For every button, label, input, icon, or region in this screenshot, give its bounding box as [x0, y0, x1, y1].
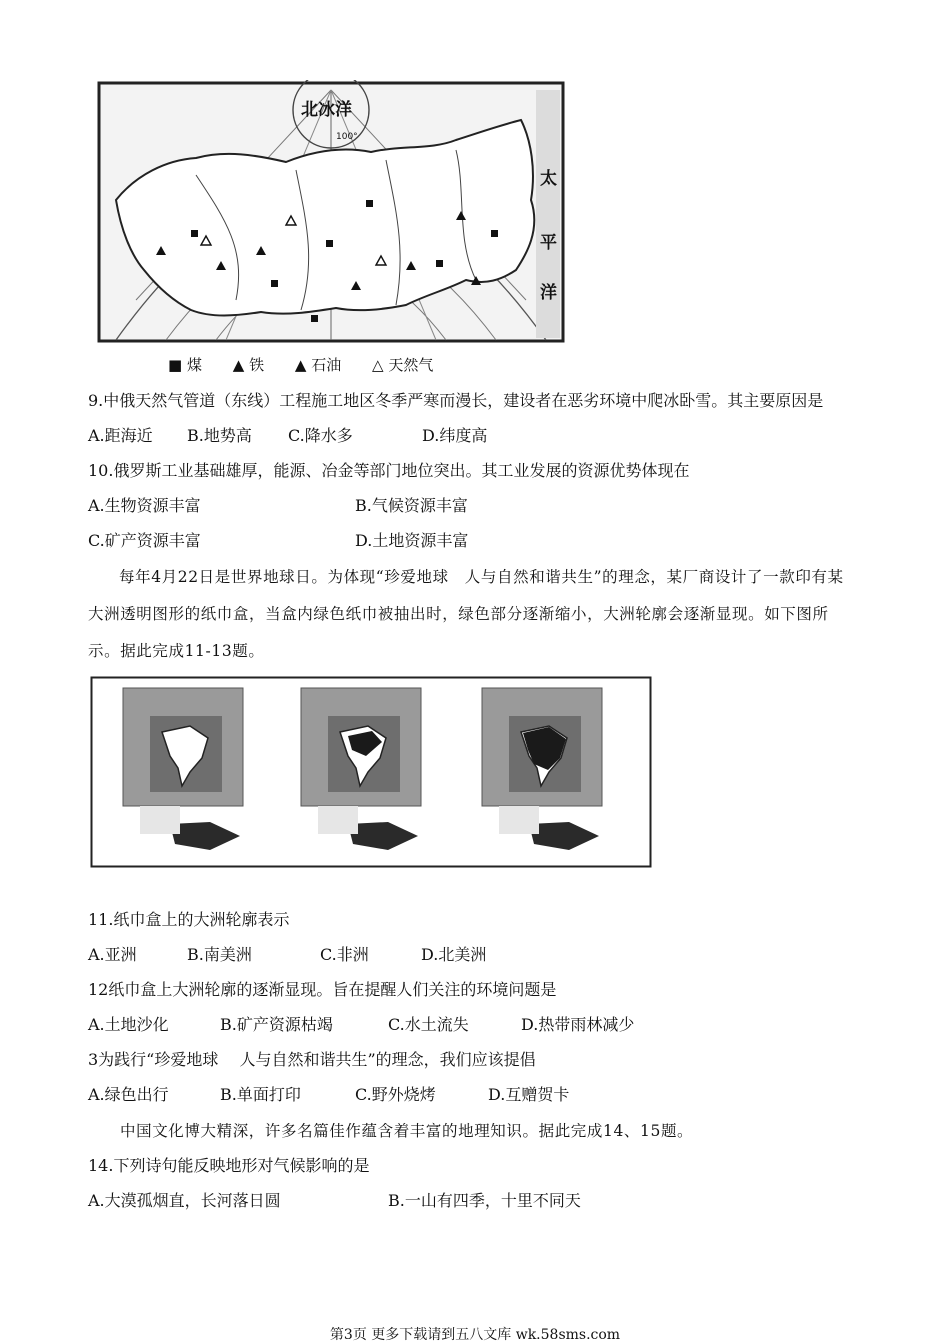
map-legend	[168, 354, 433, 375]
q12-stem: 12纸巾盒上大洲轮廓的逐渐显现。旨在提醒人们关注的环境问题是	[88, 980, 557, 999]
q10-option-b: B.气候资源丰富	[355, 496, 468, 515]
q10-option-a: A.生物资源丰富	[88, 496, 201, 515]
pacific-label-1: 太	[540, 169, 557, 189]
legend-coal: ■ 煤	[168, 356, 202, 374]
q11-option-a: A.亚洲	[88, 945, 137, 964]
q14-option-b: B.一山有四季，十里不同天	[388, 1191, 581, 1210]
q14-stem: 14.下列诗句能反映地形对气候影响的是	[88, 1156, 370, 1175]
q13-option-d: D.互赠贺卡	[488, 1085, 570, 1104]
q10-stem: 10.俄罗斯工业基础雄厚，能源、冶金等部门地位突出。其工业发展的资源优势体现在	[88, 461, 690, 480]
q11-option-c: C.非洲	[320, 945, 369, 964]
q9-option-d: D.纬度高	[422, 426, 488, 445]
q9-option-a: A.距海近	[88, 426, 153, 445]
q12-option-d: D.热带雨林减少	[521, 1015, 635, 1034]
q11-option-b: B.南美洲	[187, 945, 252, 964]
q11-option-d: D.北美洲	[421, 945, 487, 964]
pacific-label-3: 洋	[540, 283, 557, 303]
q10-option-d: D.土地资源丰富	[355, 531, 469, 550]
q13-option-c: C.野外烧烤	[355, 1085, 436, 1104]
q12-option-a: A.土地沙化	[88, 1015, 169, 1034]
gas-icon: △	[372, 356, 384, 374]
q13-option-a: A.绿色出行	[88, 1085, 169, 1104]
q13-stem: 3为践行“珍爱地球 人与自然和谐共生”的理念，我们应该提倡	[88, 1050, 536, 1069]
legend-iron: ▲ 铁	[232, 356, 265, 374]
q9-option-c: C.降水多	[288, 426, 353, 445]
passage-earth-day: 每年4月22日是世界地球日。为体现“珍爱地球 人与自然和谐共生”的理念，某厂商设计了一款印有某大洲透明图形的纸巾盒，当盒内绿色纸巾被抽出时，绿色部分逐渐缩小，大洲轮廓会逐渐显现。如下图所示。据此完成11-13题。	[88, 568, 844, 660]
page-footer: 第3页 更多下载请到五八文库 wk.58sms.com	[329, 1327, 621, 1343]
passage-poetry: 中国文化博大精深，许多名篇佳作蕴含着丰富的地理知识。据此完成14、15题。	[120, 1122, 694, 1140]
pacific-label-2: 平	[540, 233, 557, 253]
q13-option-b: B.单面打印	[220, 1085, 301, 1104]
legend-oil: ▲ 石油	[294, 356, 342, 374]
legend-gas: △ 天然气	[372, 356, 434, 374]
q14-option-a: A.大漠孤烟直，长河落日圆	[88, 1191, 281, 1210]
q9-stem: 9.中俄天然气管道（东线）工程施工地区冬季严寒而漫长，建设者在恶劣环境中爬冰卧雪。其主要原因是	[88, 391, 824, 410]
q12-option-b: B.矿产资源枯竭	[220, 1015, 333, 1034]
q10-option-c: C.矿产资源丰富	[88, 531, 201, 550]
tissue-box-figure	[90, 676, 652, 868]
q11-stem: 11.纸巾盒上的大洲轮廓表示	[88, 910, 290, 929]
meridian-label: 100°	[336, 132, 358, 142]
coal-icon: ■	[168, 356, 183, 374]
iron-icon: ▲	[232, 356, 245, 374]
oil-icon: ▲	[294, 356, 307, 374]
q12-option-c: C.水土流失	[388, 1015, 469, 1034]
arctic-ocean-label: 北冰洋	[301, 100, 352, 120]
russia-resource-map	[96, 80, 566, 344]
q9-option-b: B.地势高	[187, 426, 252, 445]
